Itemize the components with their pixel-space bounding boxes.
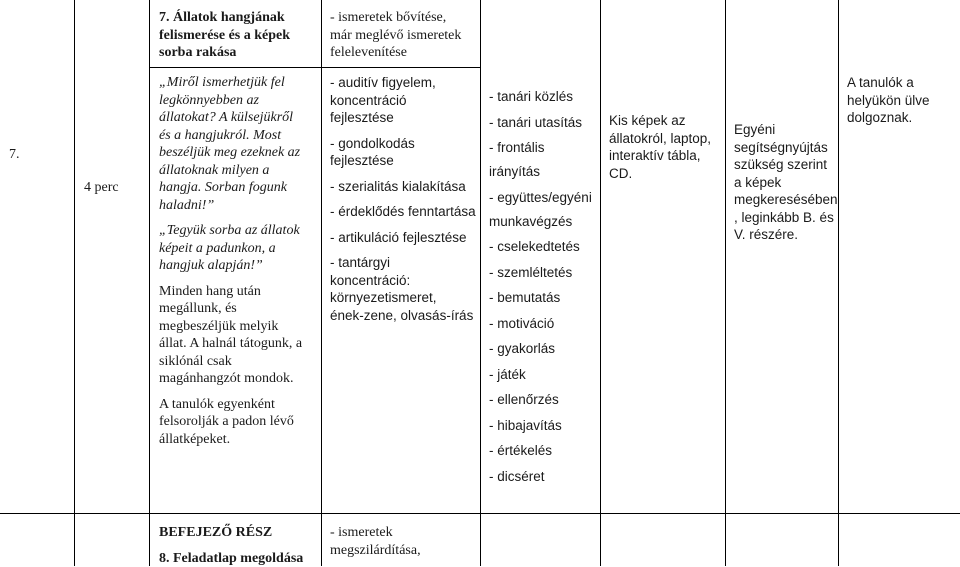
text-line: V. részére. [734,226,834,244]
list-item-line: - cselekedtetés [489,238,599,256]
text-line: haladni!” [159,197,319,215]
list-item-line: - szerialitás kialakítása [330,178,480,196]
list-item-line: - érdeklődés fenntartása [330,203,480,221]
list-item-line: - tanári közlés [489,88,599,106]
list-item-line: - értékelés [489,442,599,460]
list-item-line: - hibajavítás [489,417,599,435]
list-item-line: - gondolkodás [330,135,480,153]
list-item [489,189,599,231]
skills-list [330,74,480,332]
task-title [159,9,290,62]
list-item [330,74,480,127]
closing-section [159,524,303,567]
text-line: megállunk, és [159,300,319,318]
list-item [330,203,480,221]
closing-goal [330,524,421,559]
list-item-line: - dicséret [489,468,599,486]
text-line: „Miről ismerhetjük fel [159,74,319,92]
text-line: állat. A halnál tátogunk, a [159,335,319,353]
text-line: Kis képek az [609,112,724,130]
text-line: állatoknak milyen a [159,162,319,180]
text-line: magánhangzót mondok. [159,370,319,388]
text-line: Minden hang után [159,283,319,301]
text-line: 7. Állatok hangjának [159,9,290,27]
list-item [330,229,480,247]
list-item-line: - szemléltetés [489,264,599,282]
list-item-line: - játék [489,366,599,384]
list-item [330,135,480,170]
list-item-line: ének-zene, olvasás-írás [330,307,480,325]
text-line: A tanulók a [847,74,955,92]
text-line: képeit a padunkon, a [159,240,319,258]
list-item [489,417,599,435]
grid-line [0,513,960,514]
grid-line [149,0,150,566]
text-line: már meglévő ismeretek [330,27,461,45]
next-task-title: 8. Feladatlap megoldása [159,550,303,567]
text-line: helyükön ülve [847,92,955,110]
task-goal [330,9,461,62]
text-line: interaktív tábla, [609,147,724,165]
list-item-line: - együttes/egyéni [489,189,599,207]
list-item-line: fejlesztése [330,109,480,127]
grid-line [321,0,322,566]
list-item-line: - auditív figyelem, [330,74,480,92]
text-line: A tanulók egyenként [159,396,319,414]
text-line: a képek [734,174,834,192]
text-line: állatképeket. [159,431,319,449]
text-line: állatokról, laptop, [609,130,724,148]
grid-line [725,0,726,566]
list-item-line: - gyakorlás [489,340,599,358]
list-item [489,366,599,384]
tools-text [609,112,724,182]
list-item [489,468,599,486]
list-item [330,178,480,196]
list-item [489,139,599,181]
text-line: felelevenítése [330,44,461,62]
student-activity [159,396,319,449]
list-item-line: környezetismeret, [330,289,480,307]
list-item-line: - artikuláció fejlesztése [330,229,480,247]
list-item-line: - bemutatás [489,289,599,307]
text-line: hangjuk alapján!” [159,257,319,275]
text-line: segítségnyújtás [734,139,834,157]
list-item-line: munkavégzés [489,213,599,231]
grid-line [149,67,481,68]
list-item-line: fejlesztése [330,152,480,170]
duration: 4 perc [84,179,119,197]
list-item [489,114,599,132]
list-item-line: irányítás [489,163,599,181]
text-line: megkeresésében [734,191,834,209]
text-line: Egyéni [734,121,834,139]
grid-line [74,0,75,566]
text-line: legkönnyebben az [159,92,319,110]
text-line: siklónál csak [159,353,319,371]
list-item-line: koncentráció [330,92,480,110]
grid-line [480,0,481,566]
text-line: - ismeretek [330,524,421,542]
activity-description [159,283,319,388]
text-line: megszilárdítása, [330,542,421,560]
list-item-line: - tanári utasítás [489,114,599,132]
methods-list [489,88,599,493]
list-item [489,315,599,333]
teacher-quote-1 [159,74,319,214]
grid-line [838,0,839,566]
text-line: állatokat? A külsejükről [159,109,319,127]
text-line: beszéljük meg ezeknek az [159,144,319,162]
row-number-text: 7. [9,146,20,164]
list-item [489,238,599,256]
text-line: - ismeretek bővítése, [330,9,461,27]
list-item [489,442,599,460]
list-item [489,264,599,282]
text-line: , leginkább B. és [734,209,834,227]
list-item [489,88,599,106]
list-item [489,340,599,358]
list-item-line: - frontális [489,139,599,157]
text-line: dolgoznak. [847,109,955,127]
list-item [330,254,480,324]
list-item-line: - ellenőrzés [489,391,599,409]
text-line: hangja. Sorban fogunk [159,179,319,197]
grid-line [600,0,601,566]
teacher-quote-2 [159,222,319,275]
text-line: sorba rakása [159,44,290,62]
notes-text [847,74,955,127]
text-line: szükség szerint [734,156,834,174]
text-line: és a hangjukról. Most [159,127,319,145]
list-item [489,391,599,409]
section-title: BEFEJEZŐ RÉSZ [159,524,303,542]
teacher-activity [159,74,319,448]
list-item-line: - motiváció [489,315,599,333]
list-item-line: koncentráció: [330,272,480,290]
text-line: felismerése és a képek [159,27,290,45]
organization-text [734,121,834,244]
list-item-line: - tantárgyi [330,254,480,272]
text-line: felsorolják a padon lévő [159,413,319,431]
text-line: CD. [609,165,724,183]
text-line: „Tegyük sorba az állatok [159,222,319,240]
list-item [489,289,599,307]
text-line: megbeszéljük melyik [159,318,319,336]
